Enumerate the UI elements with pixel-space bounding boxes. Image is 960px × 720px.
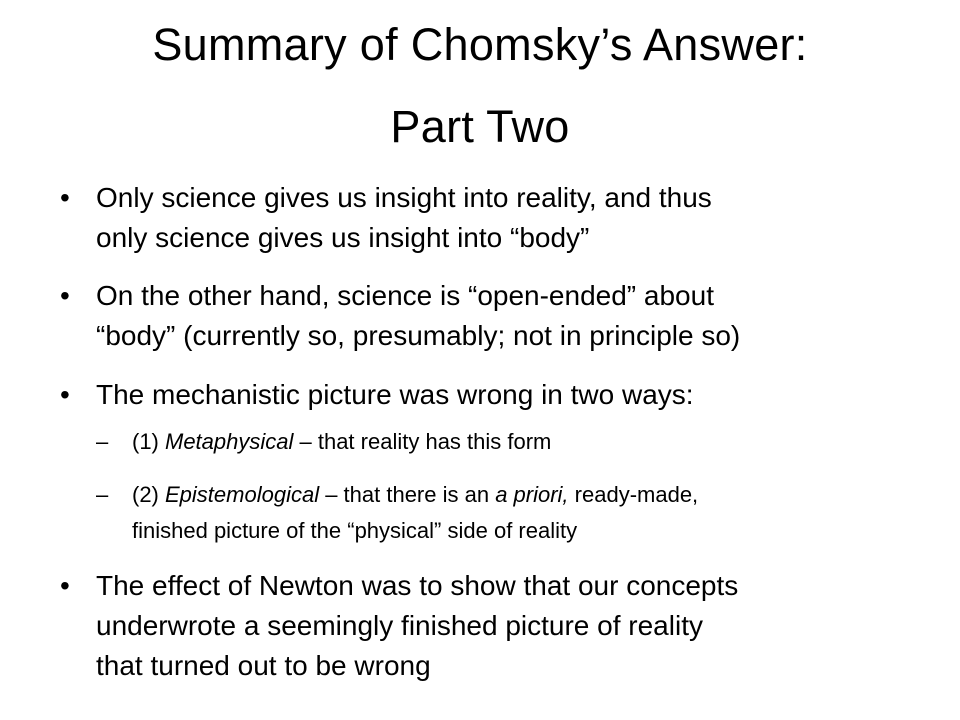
bullet-4-line-1: The effect of Newton was to show that our concepts bbox=[96, 570, 739, 601]
slide-title-line-2: Part Two bbox=[390, 101, 570, 152]
subbullet-2-rest: ready-made, bbox=[568, 482, 699, 507]
bullet-icon: • bbox=[60, 182, 70, 213]
subbullet-2-mid: – that there is an bbox=[319, 482, 496, 507]
subbullet-1-line-1 bbox=[132, 425, 551, 459]
dash-icon: – bbox=[96, 482, 109, 507]
dash-icon: – bbox=[96, 429, 109, 454]
subbullet-2-line-2: finished picture of the “physical” side of reality bbox=[132, 518, 578, 543]
bullet-1-line-2: only science gives us insight into “body” bbox=[96, 222, 590, 253]
bullet-2-line-2: “body” (currently so, presumably; not in principle so) bbox=[96, 320, 741, 351]
bullet-4-line-2: underwrote a seemingly finished picture of reality bbox=[96, 610, 703, 641]
bullet-icon: • bbox=[60, 570, 70, 601]
subbullet-2-line-1 bbox=[132, 478, 698, 512]
subbullet-1-rest: – that reality has this form bbox=[293, 429, 552, 454]
subbullet-1-emphasis: Metaphysical bbox=[165, 429, 294, 454]
subbullet-2-prefix: (2) bbox=[132, 482, 165, 507]
subbullet-2-emphasis: Epistemological bbox=[165, 482, 320, 507]
bullet-icon: • bbox=[60, 280, 70, 311]
slide-title-line-1: Summary of Chomsky’s Answer: bbox=[152, 19, 808, 70]
subbullet-1-prefix: (1) bbox=[132, 429, 165, 454]
bullet-4-line-3: that turned out to be wrong bbox=[96, 650, 431, 681]
bullet-3-line-1: The mechanistic picture was wrong in two ways: bbox=[96, 379, 694, 410]
bullet-1-line-1: Only science gives us insight into reality, and thus bbox=[96, 182, 712, 213]
subbullet-2-emphasis-2: a priori, bbox=[495, 482, 569, 507]
bullet-2-line-1: On the other hand, science is “open-ended” about bbox=[96, 280, 714, 311]
bullet-icon: • bbox=[60, 379, 70, 410]
